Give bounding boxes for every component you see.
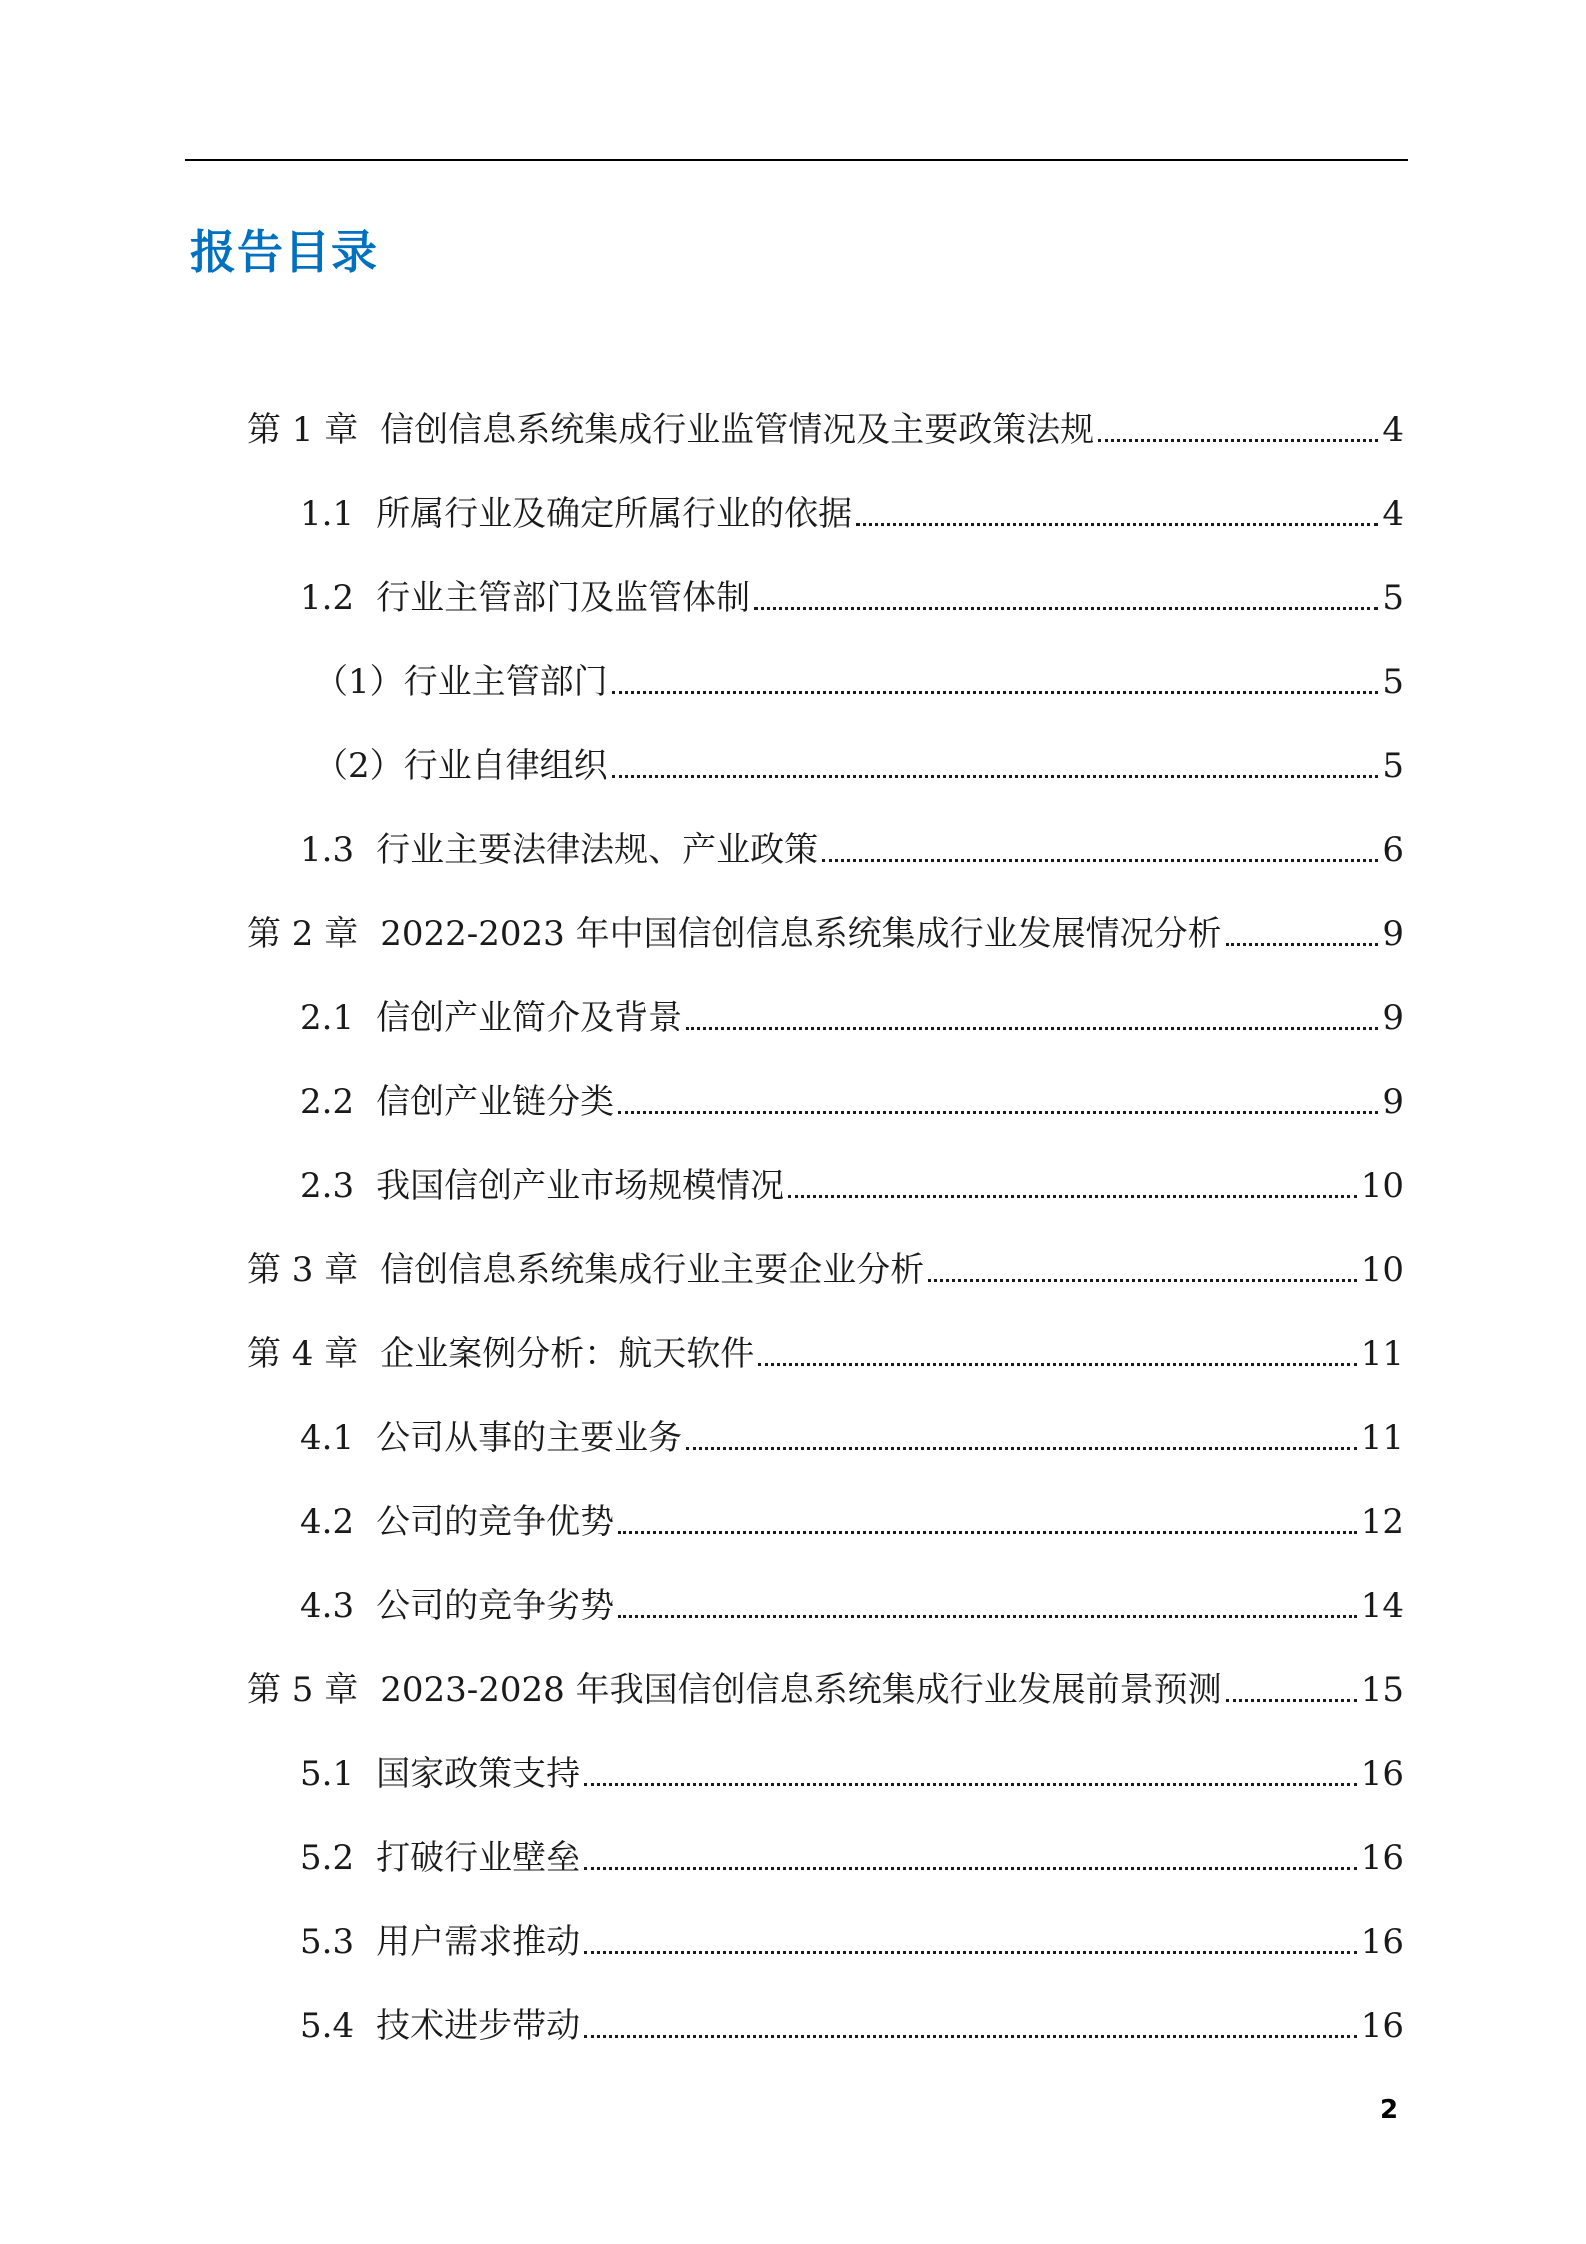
dot-leader — [1226, 1699, 1357, 1702]
toc-entry-page: 14 — [1360, 1586, 1404, 1626]
toc-entry-number: 第 1 章 — [247, 410, 359, 450]
toc-entry[interactable] — [300, 1066, 1404, 1126]
toc-entry-page: 4 — [1382, 410, 1404, 450]
toc-entry-title: 打破行业壁垒 — [376, 1838, 581, 1878]
toc-entry-number: 2.1 — [300, 998, 355, 1038]
toc-entry-number: 5.1 — [300, 1754, 355, 1794]
dot-leader — [584, 1783, 1357, 1786]
toc-entry-number: 第 4 章 — [247, 1334, 359, 1374]
toc-entry[interactable] — [247, 394, 1404, 454]
dot-leader — [686, 1027, 1378, 1030]
toc-entry[interactable] — [300, 1990, 1404, 2050]
toc-entry[interactable] — [300, 562, 1404, 622]
toc-entry-title: 信创信息系统集成行业主要企业分析 — [380, 1250, 925, 1290]
toc-entry-title: 技术进步带动 — [376, 2006, 581, 2046]
toc-entry-number: 2.3 — [300, 1166, 355, 1206]
toc-entry-page: 10 — [1360, 1166, 1404, 1206]
toc-entry-page: 16 — [1360, 1838, 1404, 1878]
toc-entry[interactable] — [300, 1402, 1404, 1462]
toc-entry-title: 信创产业简介及背景 — [376, 998, 683, 1038]
toc-entry[interactable] — [300, 1906, 1404, 1966]
toc-entry[interactable] — [300, 478, 1404, 538]
toc-entry-page: 9 — [1382, 998, 1404, 1038]
toc-entry-title: 行业自律组织 — [403, 746, 608, 786]
toc-entry-number: 1.2 — [300, 578, 355, 618]
toc-entry-number: 第 2 章 — [247, 914, 359, 954]
toc-entry-title: 信创信息系统集成行业监管情况及主要政策法规 — [380, 410, 1095, 450]
dot-leader — [1226, 943, 1379, 946]
dot-leader — [612, 691, 1379, 694]
dot-leader — [758, 1363, 1356, 1366]
toc-entry-title: 2023-2028 年我国信创信息系统集成行业发展前景预测 — [380, 1670, 1222, 1710]
toc-entry-title: 信创产业链分类 — [376, 1082, 615, 1122]
toc-entry-page: 5 — [1382, 746, 1404, 786]
toc-entry-page: 6 — [1382, 830, 1404, 870]
dot-leader — [754, 607, 1378, 610]
toc-entry-number: 5.4 — [300, 2006, 355, 2046]
toc-entry-page: 11 — [1360, 1418, 1404, 1458]
dot-leader — [612, 775, 1379, 778]
toc-entry-number: 2.2 — [300, 1082, 355, 1122]
toc-entry-page: 16 — [1360, 1754, 1404, 1794]
dot-leader — [686, 1447, 1357, 1450]
dot-leader — [856, 523, 1378, 526]
toc-entry[interactable] — [247, 1318, 1404, 1378]
toc-entry-page: 5 — [1382, 578, 1404, 618]
toc-entry-number: 1.1 — [300, 494, 355, 534]
toc-entry-page: 15 — [1360, 1670, 1404, 1710]
dot-leader — [928, 1279, 1356, 1282]
toc-entry-title: 公司的竞争劣势 — [376, 1586, 615, 1626]
toc-entry-number: 5.3 — [300, 1922, 355, 1962]
toc-entry-title: 我国信创产业市场规模情况 — [376, 1166, 785, 1206]
toc-entry-title: 公司从事的主要业务 — [376, 1418, 683, 1458]
toc-entry-number: 第 5 章 — [247, 1670, 359, 1710]
toc-entry-page: 4 — [1382, 494, 1404, 534]
toc-entry[interactable] — [300, 1822, 1404, 1882]
toc-entry-title: 用户需求推动 — [376, 1922, 581, 1962]
toc-entry-title: 2022-2023 年中国信创信息系统集成行业发展情况分析 — [380, 914, 1222, 954]
toc-entry-title: 行业主要法律法规、产业政策 — [376, 830, 819, 870]
toc-entry-title: 所属行业及确定所属行业的依据 — [376, 494, 853, 534]
toc-entry-number: 4.2 — [300, 1502, 355, 1542]
toc-entry[interactable] — [300, 814, 1404, 874]
toc-entry-page: 16 — [1360, 1922, 1404, 1962]
toc-entry-page: 12 — [1360, 1502, 1404, 1542]
toc-entry[interactable] — [314, 730, 1404, 790]
toc-entry-number: 5.2 — [300, 1838, 355, 1878]
header-rule — [185, 159, 1408, 161]
dot-leader — [788, 1195, 1357, 1198]
toc-entry[interactable] — [300, 1570, 1404, 1630]
toc-entry-number: 4.1 — [300, 1418, 355, 1458]
dot-leader — [618, 1615, 1357, 1618]
toc-entry-page: 10 — [1360, 1250, 1404, 1290]
page-title: 报告目录 — [190, 225, 378, 279]
toc-entry-title: 行业主管部门 — [403, 662, 608, 702]
toc-entry[interactable] — [300, 982, 1404, 1042]
toc-entry-number: 第 3 章 — [247, 1250, 359, 1290]
dot-leader — [822, 859, 1378, 862]
toc-entry-title: 行业主管部门及监管体制 — [376, 578, 751, 618]
dot-leader — [1098, 439, 1378, 442]
dot-leader — [584, 1951, 1357, 1954]
dot-leader — [618, 1111, 1378, 1114]
toc-entry[interactable] — [247, 1654, 1404, 1714]
toc-entry[interactable] — [247, 1234, 1404, 1294]
dot-leader — [584, 1867, 1357, 1870]
toc-entry[interactable] — [314, 646, 1404, 706]
toc-entry-page: 9 — [1382, 914, 1404, 954]
toc-entry-number: 4.3 — [300, 1586, 355, 1626]
toc-entry[interactable] — [247, 898, 1404, 958]
toc-entry-title: 公司的竞争优势 — [376, 1502, 615, 1542]
toc-entry-number: （1） — [314, 662, 404, 702]
dot-leader — [584, 2035, 1357, 2038]
toc-entry-page: 16 — [1360, 2006, 1404, 2046]
toc-entry[interactable] — [300, 1150, 1404, 1210]
page-number: 2 — [1380, 2095, 1399, 2125]
toc-entry[interactable] — [300, 1738, 1404, 1798]
toc-entry-title: 国家政策支持 — [376, 1754, 581, 1794]
toc-entry[interactable] — [300, 1486, 1404, 1546]
toc-entry-page: 5 — [1382, 662, 1404, 702]
toc-entry-title: 企业案例分析：航天软件 — [380, 1334, 755, 1374]
dot-leader — [618, 1531, 1357, 1534]
toc-entry-number: 1.3 — [300, 830, 355, 870]
toc-entry-page: 11 — [1360, 1334, 1404, 1374]
toc-entry-page: 9 — [1382, 1082, 1404, 1122]
toc-entry-number: （2） — [314, 746, 404, 786]
